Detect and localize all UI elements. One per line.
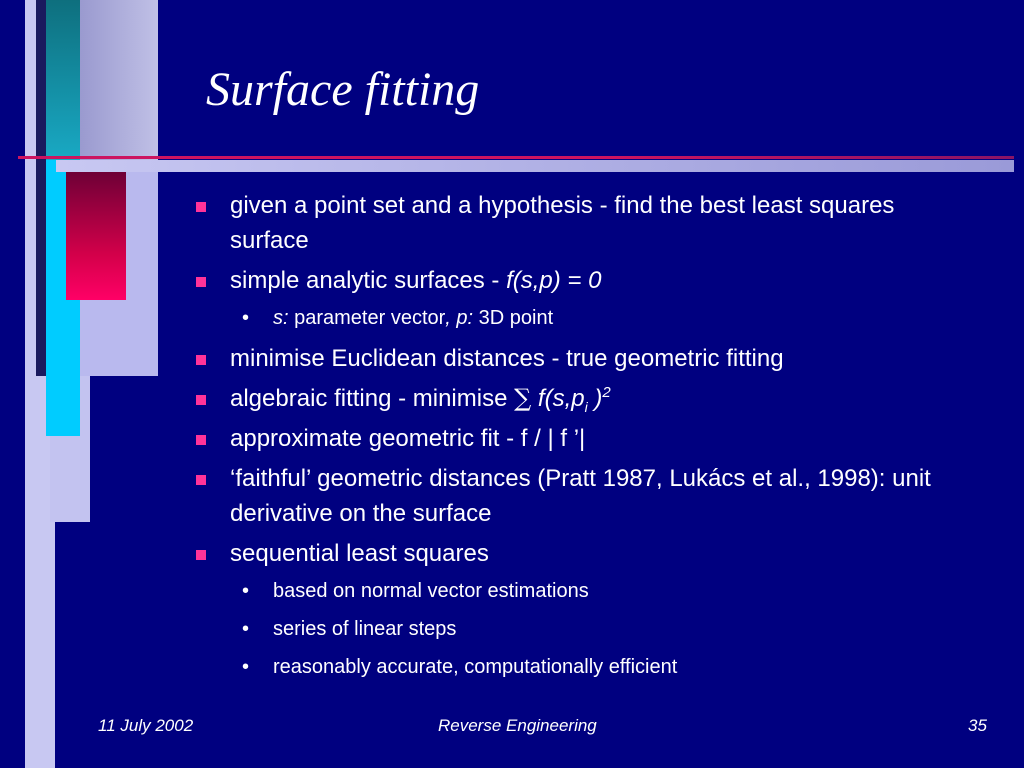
bullet-item	[190, 461, 950, 531]
square-bullet-icon	[196, 435, 206, 445]
footer-page-number: 35	[968, 716, 987, 735]
bullet-text: minimise Euclidean distances - true geometric fitting	[230, 345, 784, 372]
dot-bullet-icon: •	[242, 580, 250, 602]
footer-date: 11 July 2002	[98, 716, 194, 735]
dot-bullet-icon: •	[242, 656, 250, 678]
bullet-item	[190, 381, 950, 416]
sub-bullet-item	[190, 576, 950, 606]
decor-dark-stripe	[36, 0, 46, 376]
dot-bullet-icon: •	[242, 618, 250, 640]
square-bullet-icon	[196, 395, 206, 405]
bullet-item	[190, 421, 950, 456]
sub-bullet-text: 3D point	[473, 307, 554, 329]
square-bullet-icon	[196, 277, 206, 287]
formula-superscript: 2	[602, 384, 611, 401]
sub-bullet-item	[190, 614, 950, 644]
sub-bullet-term: p:	[456, 307, 474, 329]
sub-bullet-text: series of linear steps	[273, 618, 457, 640]
sigma-symbol: ∑	[514, 384, 532, 412]
bullet-formula: f(s,p) = 0	[506, 267, 602, 294]
bullet-text: approximate geometric fit - f / | f ’|	[230, 425, 586, 452]
sub-bullet-term: s:	[273, 307, 289, 329]
bullet-item	[190, 341, 950, 376]
bullet-text: ‘faithful’ geometric distances (Pratt 1987, Lukács et al., 1998): unit derivative on the surface	[230, 465, 931, 527]
bullet-text: algebraic fitting - minimise	[230, 385, 515, 412]
formula-subscript: i	[584, 398, 588, 415]
bullet-item	[190, 263, 950, 298]
sub-bullet-text: parameter vector	[288, 307, 446, 329]
decor-pink-block	[66, 172, 126, 300]
square-bullet-icon	[196, 355, 206, 365]
decor-teal-bar	[46, 0, 80, 160]
slide-body	[190, 188, 950, 690]
bullet-text: sequential least squares	[230, 540, 489, 567]
sub-bullet-item	[190, 303, 950, 333]
square-bullet-icon	[196, 202, 206, 212]
sub-bullet-text: reasonably accurate, computationally efficient	[273, 656, 678, 678]
decor-title-rule-red	[18, 156, 1014, 159]
decor-title-rule-lavender	[56, 160, 1014, 172]
sub-bullet-text: based on normal vector estimations	[273, 580, 589, 602]
bullet-text: simple analytic surfaces -	[230, 267, 507, 294]
square-bullet-icon	[196, 550, 206, 560]
bullet-formula-close: )	[587, 385, 603, 412]
bullet-item	[190, 188, 950, 258]
bullet-text: given a point set and a hypothesis - find the best least squares surface	[230, 192, 895, 254]
bullet-formula: f(s,p	[531, 385, 585, 412]
dot-bullet-icon: •	[242, 307, 250, 329]
bullet-item	[190, 536, 950, 571]
footer-title: Reverse Engineering	[438, 716, 597, 735]
sub-bullet-item	[190, 652, 950, 682]
sub-bullet-separator: ,	[445, 307, 457, 329]
square-bullet-icon	[196, 475, 206, 485]
slide-title: Surface fitting	[206, 63, 480, 116]
